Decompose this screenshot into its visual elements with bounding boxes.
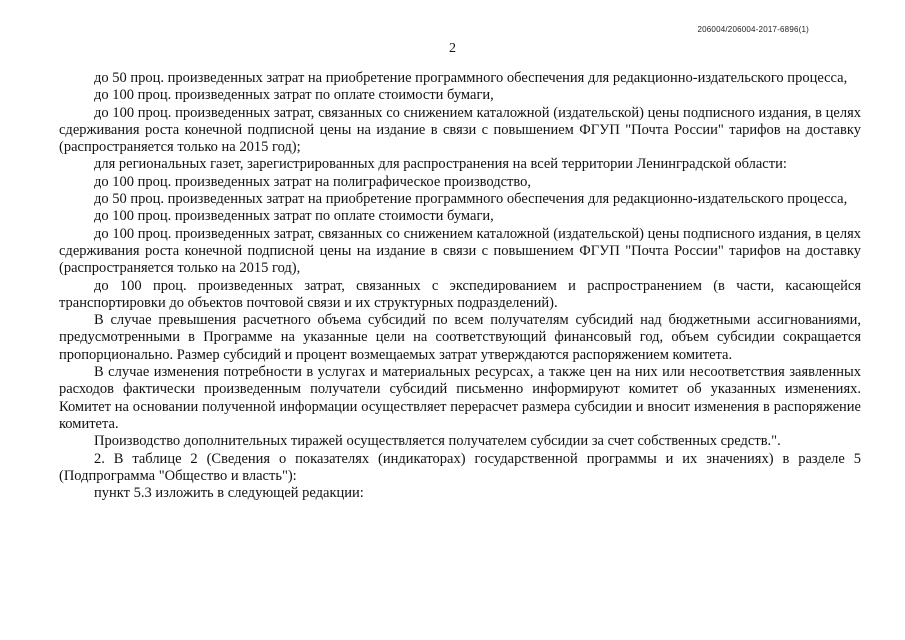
paragraph: 2. В таблице 2 (Сведения о показателях (индикаторах) государственной программы и их значениях) в разделе 5 (Подпрограмма "Общество и власть"): <box>59 450 861 484</box>
paragraph: В случае изменения потребности в услугах и материальных ресурсах, а также цен на них или несоответствия заявленных расходов фактически произведенным получатели субсидий письменно информируют комитет об указанных изменениях. Комитет на основании полученной информации осуществляет перерасчет размера субсидии и вносит изменения в распоряжение комитета. <box>59 364 861 432</box>
paragraph: Производство дополнительных тиражей осуществляется получателем субсидии за счет собственных средств.". <box>94 433 781 450</box>
paragraph: до 100 проц. произведенных затрат, связанных с экспедированием и распространением (в части, касающейся транспортировки до объектов почтовой связи и их структурных подразделений). <box>59 277 861 311</box>
paragraph: до 50 проц. произведенных затрат на приобретение программного обеспечения для редакционно-издательского процесса, <box>94 191 848 208</box>
paragraph: В случае превышения расчетного объема субсидий по всем получателям субсидий над бюджетными ассигнованиями, предусмотренными в Программе на указанные цели на соответствующий финансовый год, объем субсидии сокращается пропорционально. Размер субсидий и процент возмещаемых затрат утверждаются распоряжением комитета. <box>59 312 861 363</box>
paragraph: до 100 проц. произведенных затрат, связанных со снижением каталожной (издательской) цены подписного издания, в целях сдерживания роста конечной подписной цены на издание в связи с повышением ФГУП "Почта России" тарифов на доставку (распространяется только на 2015 год), <box>59 225 861 277</box>
document-body <box>59 70 861 502</box>
paragraph: до 50 проц. произведенных затрат на приобретение программного обеспечения для редакционно-издательского процесса, <box>94 70 848 86</box>
paragraph: до 100 проц. произведенных затрат по оплате стоимости бумаги, <box>94 208 494 225</box>
page-number: 2 <box>449 41 456 56</box>
paragraph: до 100 проц. произведенных затрат, связанных со снижением каталожной (издательской) цены подписного издания, в целях сдерживания роста конечной подписной цены на издание в связи с повышением ФГУП "Почта России" тарифов на доставку (распространяется только на 2015 год); <box>59 104 861 156</box>
paragraph: до 100 проц. произведенных затрат по оплате стоимости бумаги, <box>94 87 494 104</box>
paragraph: до 100 проц. произведенных затрат на полиграфическое производство, <box>94 173 532 190</box>
paragraph: для региональных газет, зарегистрированных для распространения на всей территории Ленинградской области: <box>94 156 787 173</box>
paragraph: пункт 5.3 изложить в следующей редакции: <box>94 485 364 502</box>
document-code: 206004/206004-2017-6896(1) <box>697 25 809 34</box>
